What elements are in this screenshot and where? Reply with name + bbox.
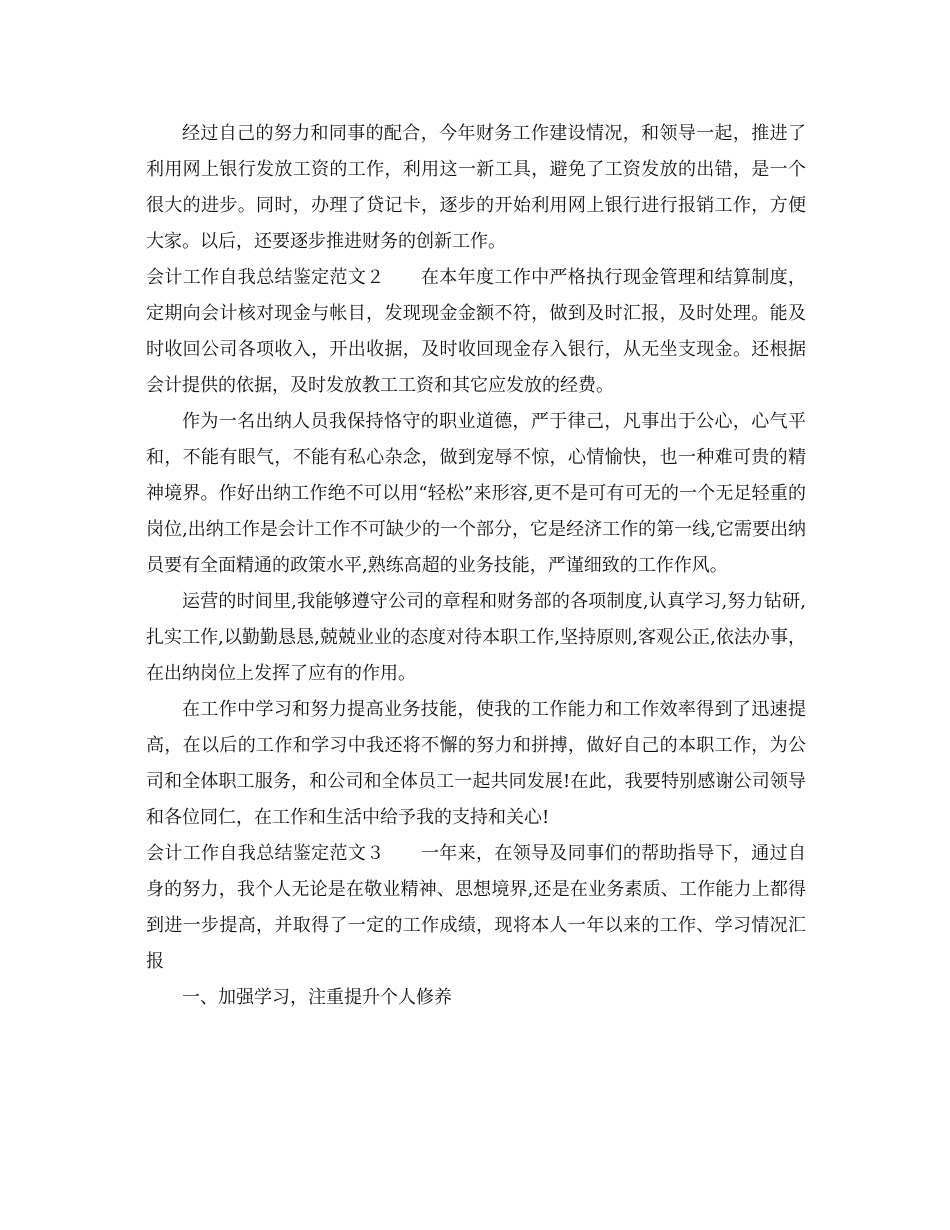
document-body <box>146 116 806 1016</box>
section-title-sample-2: 会计工作自我总结鉴定范文２ <box>146 267 385 288</box>
paragraph-cashier-ethics: 作为一名出纳人员我保持恪守的职业道德，严于律己，凡事出于公心，心气平和，不能有眼气，不能有私心杂念，做到宠辱不惊，心情愉快，也一种难可贵的精神境界。作好出纳工作绝不可以用“轻松”来形容,更不是可有可无的一个无足轻重的岗位,出纳工作是会计工作不可缺少的一个部分，它是经济工作的第一线,它需要出纳员要有全面精通的政策水平,熟练高超的业务技能，严谨细致的工作作风。 <box>146 411 806 576</box>
paragraph-sample-3-text: 一年来，在领导及同事们的帮助指导下，通过自身的努力，我个人无论是在敬业精神、思想境界,还是在业务素质、工作能力上都得到进一步提高，并取得了一定的工作成绩，现将本人一年以来的工作、学习情况汇报 <box>146 843 807 972</box>
section-title-sample-3: 会计工作自我总结鉴定范文３ <box>146 843 385 864</box>
paragraph-operations: 运营的时间里,我能够遵守公司的章程和财务部的各项制度,认真学习,努力钻研,扎实工作,以勤勤恳恳,兢兢业业的态度对待本职工作,坚持原则,客观公正,依法办事，在出纳岗位上发挥了应有的作用。 <box>146 591 806 684</box>
paragraph-network-banking: 经过自己的努力和同事的配合，今年财务工作建设情况，和领导一起，推进了利用网上银行发放工资的工作，利用这一新工具，避免了工资发放的出错，是一个很大的进步。同时，办理了贷记卡，逐步的开始利用网上银行进行报销工作，方便大家。以后，还要逐步推进财务的创新工作。 <box>146 123 806 252</box>
paragraph-sample-2-text: 在本年度工作中严格执行现金管理和结算制度，定期向会计核对现金与帐目，发现现金金额不符，做到及时汇报，及时处理。能及时收回公司各项收入，开出收据，及时收回现金存入银行，从无坐支现金。还根据会计提供的依据，及时发放教工工资和其它应发放的经费。 <box>146 267 807 396</box>
paragraph-learning-heading: 一、加强学习，注重提升个人修养 <box>182 987 452 1008</box>
paragraph-skills: 在工作中学习和努力提高业务技能，使我的工作能力和工作效率得到了迅速提高，在以后的工作和学习中我还将不懈的努力和拼搏，做好自己的本职工作，为公司和全体职工服务，和公司和全体员工一起共同发展!在此，我要特别感谢公司领导和各位同仁，在工作和生活中给予我的支持和关心! <box>146 699 806 828</box>
paragraph-sample-3 <box>146 836 806 980</box>
paragraph-sample-2 <box>146 260 806 404</box>
